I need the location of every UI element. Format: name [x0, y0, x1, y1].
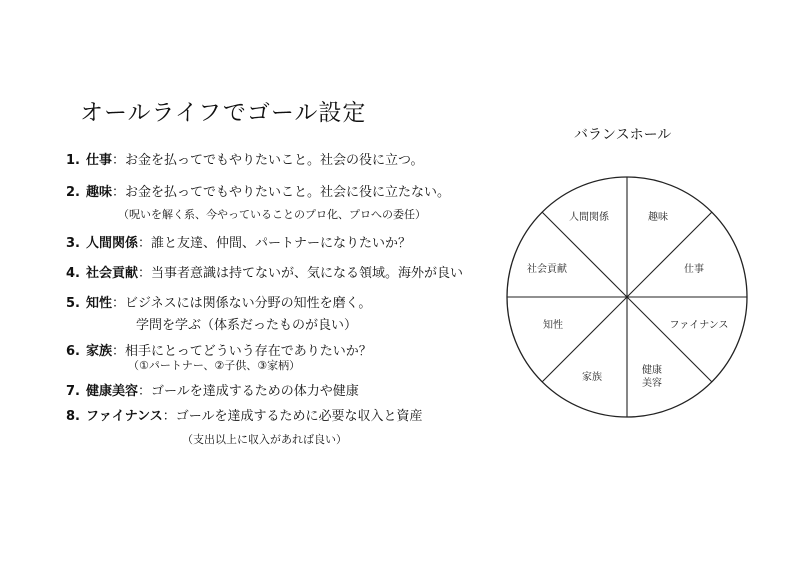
- item-text: ：ビジネスには関係ない分野の知性を磨く。: [112, 296, 372, 311]
- segment-label: 趣味: [648, 212, 668, 223]
- goal-item-hobby-note: （呪いを解く系、今やっていることのプロ化、プロへの委任）: [118, 208, 426, 221]
- item-text: ：当事者意識は持てないが、気になる領域。海外が良い: [138, 266, 464, 281]
- item-number: 7.: [66, 384, 80, 399]
- segment-label: 知性: [543, 320, 563, 331]
- item-number: 1.: [66, 153, 80, 168]
- wheel-spoke: [627, 297, 712, 382]
- segment-label: 人間関係: [569, 212, 609, 223]
- segment-label-line: 美容: [642, 378, 662, 389]
- segment-label: 仕事: [684, 264, 704, 275]
- item-text: ：ゴールを達成するための体力や健康: [138, 384, 359, 399]
- segment-label: 家族: [582, 372, 602, 383]
- segment-label: 社会貢献: [527, 264, 567, 275]
- item-label: ファイナンス: [86, 409, 163, 424]
- item-label: 社会貢献: [86, 266, 139, 281]
- item-text: ：誰と友達、仲間、パートナーになりたいか？: [138, 236, 412, 251]
- item-text: ：お金を払ってでもやりたいこと。社会の役に立つ。: [112, 153, 424, 168]
- item-label: 知性: [86, 296, 113, 311]
- segment-label-line: 健康: [642, 365, 662, 376]
- wheel-spoke: [627, 212, 712, 297]
- item-text: ：お金を払ってでもやりたいこと。社会に役に立たない。: [112, 185, 451, 200]
- item-number: 6.: [66, 344, 80, 359]
- goal-item-intellect-note: 学問を学ぶ（体系だったものが良い）: [136, 318, 358, 333]
- item-number: 8.: [66, 409, 80, 424]
- item-text: ：相手にとってどういう存在でありたいか？: [112, 344, 372, 359]
- wheel-spoke: [542, 297, 627, 382]
- page-title: オールライフでゴール設定: [80, 100, 367, 126]
- segment-label: ファイナンス: [669, 320, 729, 331]
- wheel-spoke: [542, 212, 627, 297]
- balance-wheel-title: バランスホール: [574, 127, 672, 143]
- item-number: 4.: [66, 266, 80, 281]
- item-text: ：ゴールを達成するために必要な収入と資産: [162, 409, 423, 424]
- goal-item-family-note: （①パートナー、②子供、③家柄）: [128, 359, 301, 372]
- item-label: 家族: [86, 344, 113, 359]
- item-number: 5.: [66, 296, 80, 311]
- item-label: 趣味: [86, 185, 113, 200]
- item-label: 人間関係: [86, 236, 139, 251]
- item-number: 3.: [66, 236, 80, 251]
- item-number: 2.: [66, 185, 80, 200]
- item-label: 健康美容: [86, 384, 139, 399]
- goal-item-finance-note: （支出以上に収入があれば良い）: [182, 433, 347, 446]
- item-label: 仕事: [86, 153, 113, 168]
